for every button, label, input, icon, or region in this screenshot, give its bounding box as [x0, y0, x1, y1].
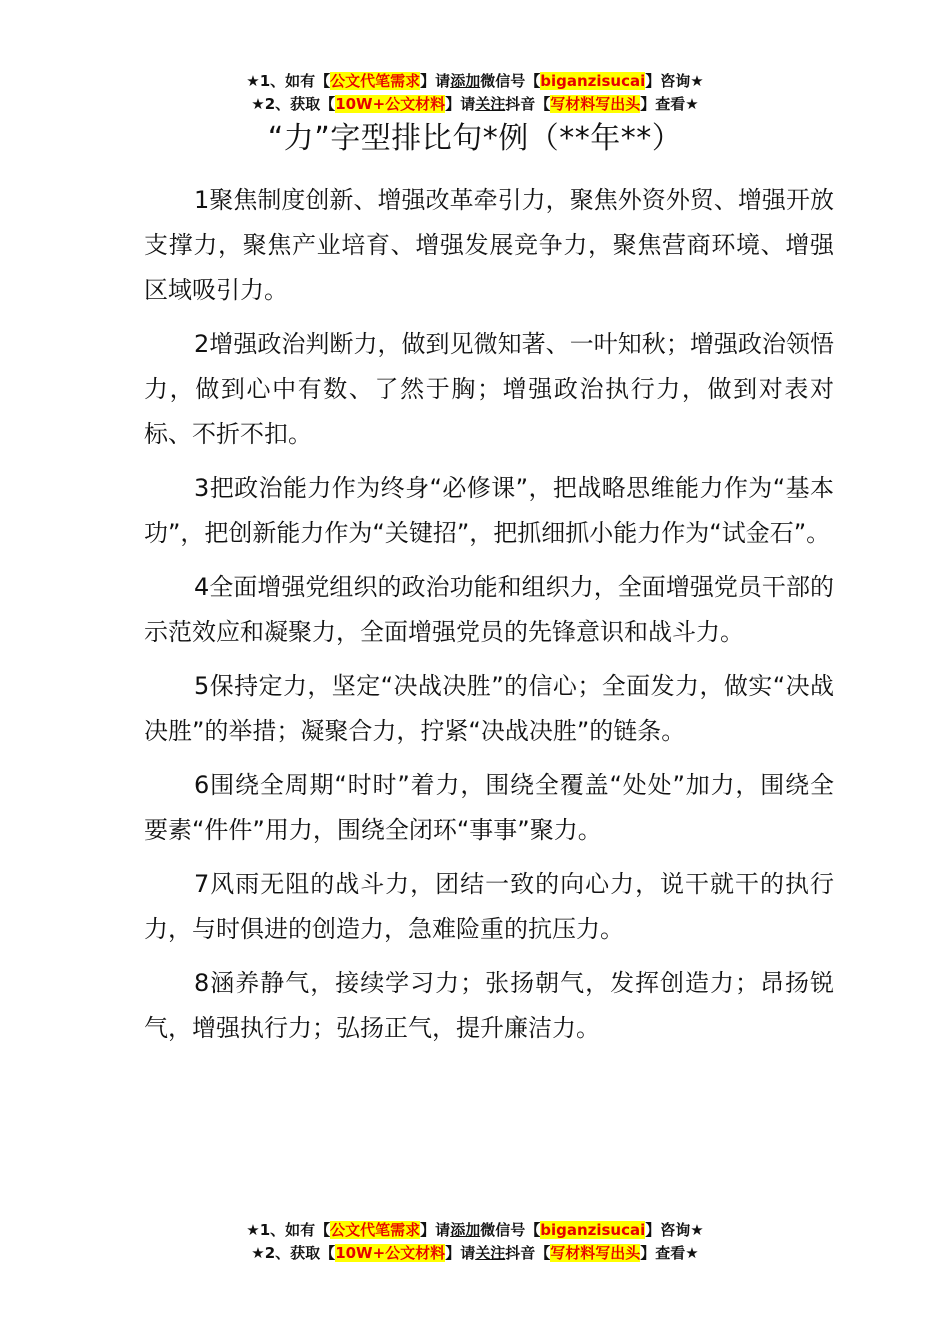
banner-text: 】咨询★: [645, 72, 704, 90]
banner-text: 】请: [420, 1221, 451, 1239]
banner-underline: 关注: [475, 95, 506, 113]
banner-text: 】请: [445, 1244, 476, 1262]
footer-banner: [0, 1219, 950, 1265]
banner-text: ★2、获取【: [251, 1244, 336, 1262]
banner-highlight: biganzisucai: [540, 1221, 646, 1239]
banner-highlight: 公文代笔需求: [330, 1221, 421, 1239]
document-body: [144, 178, 834, 1060]
banner-highlight: 10W+公文材料: [335, 1244, 446, 1262]
header-banner: [0, 70, 950, 116]
paragraph-7: 7风雨无阻的战斗力，团结一致的向心力，说干就干的执行力，与时俱进的创造力，急难险重的抗压力。: [144, 870, 834, 943]
paragraph-3: 3把政治能力作为终身“必修课”，把战略思维能力作为“基本功”，把创新能力作为“关键招”，把抓细抓小能力作为“试金石”。: [144, 474, 834, 547]
paragraph-4: 4全面增强党组织的政治功能和组织力，全面增强党员干部的示范效应和凝聚力，全面增强党员的先锋意识和战斗力。: [144, 573, 834, 646]
paragraph-8: 8涵养静气，接续学习力；张扬朝气，发挥创造力；昂扬锐气，增强执行力；弘扬正气，提升廉洁力。: [144, 969, 834, 1042]
banner-text: 】请: [445, 95, 476, 113]
banner-line-1: [0, 1219, 950, 1242]
paragraph-6: 6围绕全周期“时时”着力，围绕全覆盖“处处”加力，围绕全要素“件件”用力，围绕全闭环“事事”聚力。: [144, 771, 834, 844]
banner-highlight: 10W+公文材料: [335, 95, 446, 113]
banner-text: 抖音【: [505, 95, 551, 113]
banner-highlight: 写材料写出头: [550, 95, 641, 113]
banner-underline: 添加: [450, 72, 481, 90]
paragraph-5: 5保持定力，坚定“决战决胜”的信心；全面发力，做实“决战决胜”的举措；凝聚合力，拧紧“决战决胜”的链条。: [144, 672, 834, 745]
banner-text: 微信号【: [480, 1221, 541, 1239]
banner-text: 】咨询★: [645, 1221, 704, 1239]
banner-underline: 关注: [475, 1244, 506, 1262]
banner-text: 】请: [420, 72, 451, 90]
paragraph-2: 2增强政治判断力，做到见微知著、一叶知秋；增强政治领悟力，做到心中有数、了然于胸；增强政治执行力，做到对表对标、不折不扣。: [144, 330, 834, 448]
banner-text: 】查看★: [640, 95, 699, 113]
banner-highlight: 公文代笔需求: [330, 72, 421, 90]
banner-text: 抖音【: [505, 1244, 551, 1262]
banner-highlight: 写材料写出头: [550, 1244, 641, 1262]
paragraph-1: 1聚焦制度创新、增强改革牵引力，聚焦外资外贸、增强开放支撑力，聚焦产业培育、增强发展竞争力，聚焦营商环境、增强区域吸引力。: [144, 186, 834, 304]
banner-text: 微信号【: [480, 72, 541, 90]
banner-text: ★1、如有【: [246, 72, 331, 90]
banner-text: 】查看★: [640, 1244, 699, 1262]
banner-line-2: [0, 1242, 950, 1265]
banner-line-2: [0, 93, 950, 116]
banner-highlight: biganzisucai: [540, 72, 646, 90]
banner-line-1: [0, 70, 950, 93]
banner-underline: 添加: [450, 1221, 481, 1239]
banner-text: ★2、获取【: [251, 95, 336, 113]
document-title: “力”字型排比句*例（**年**）: [267, 121, 683, 156]
banner-text: ★1、如有【: [246, 1221, 331, 1239]
